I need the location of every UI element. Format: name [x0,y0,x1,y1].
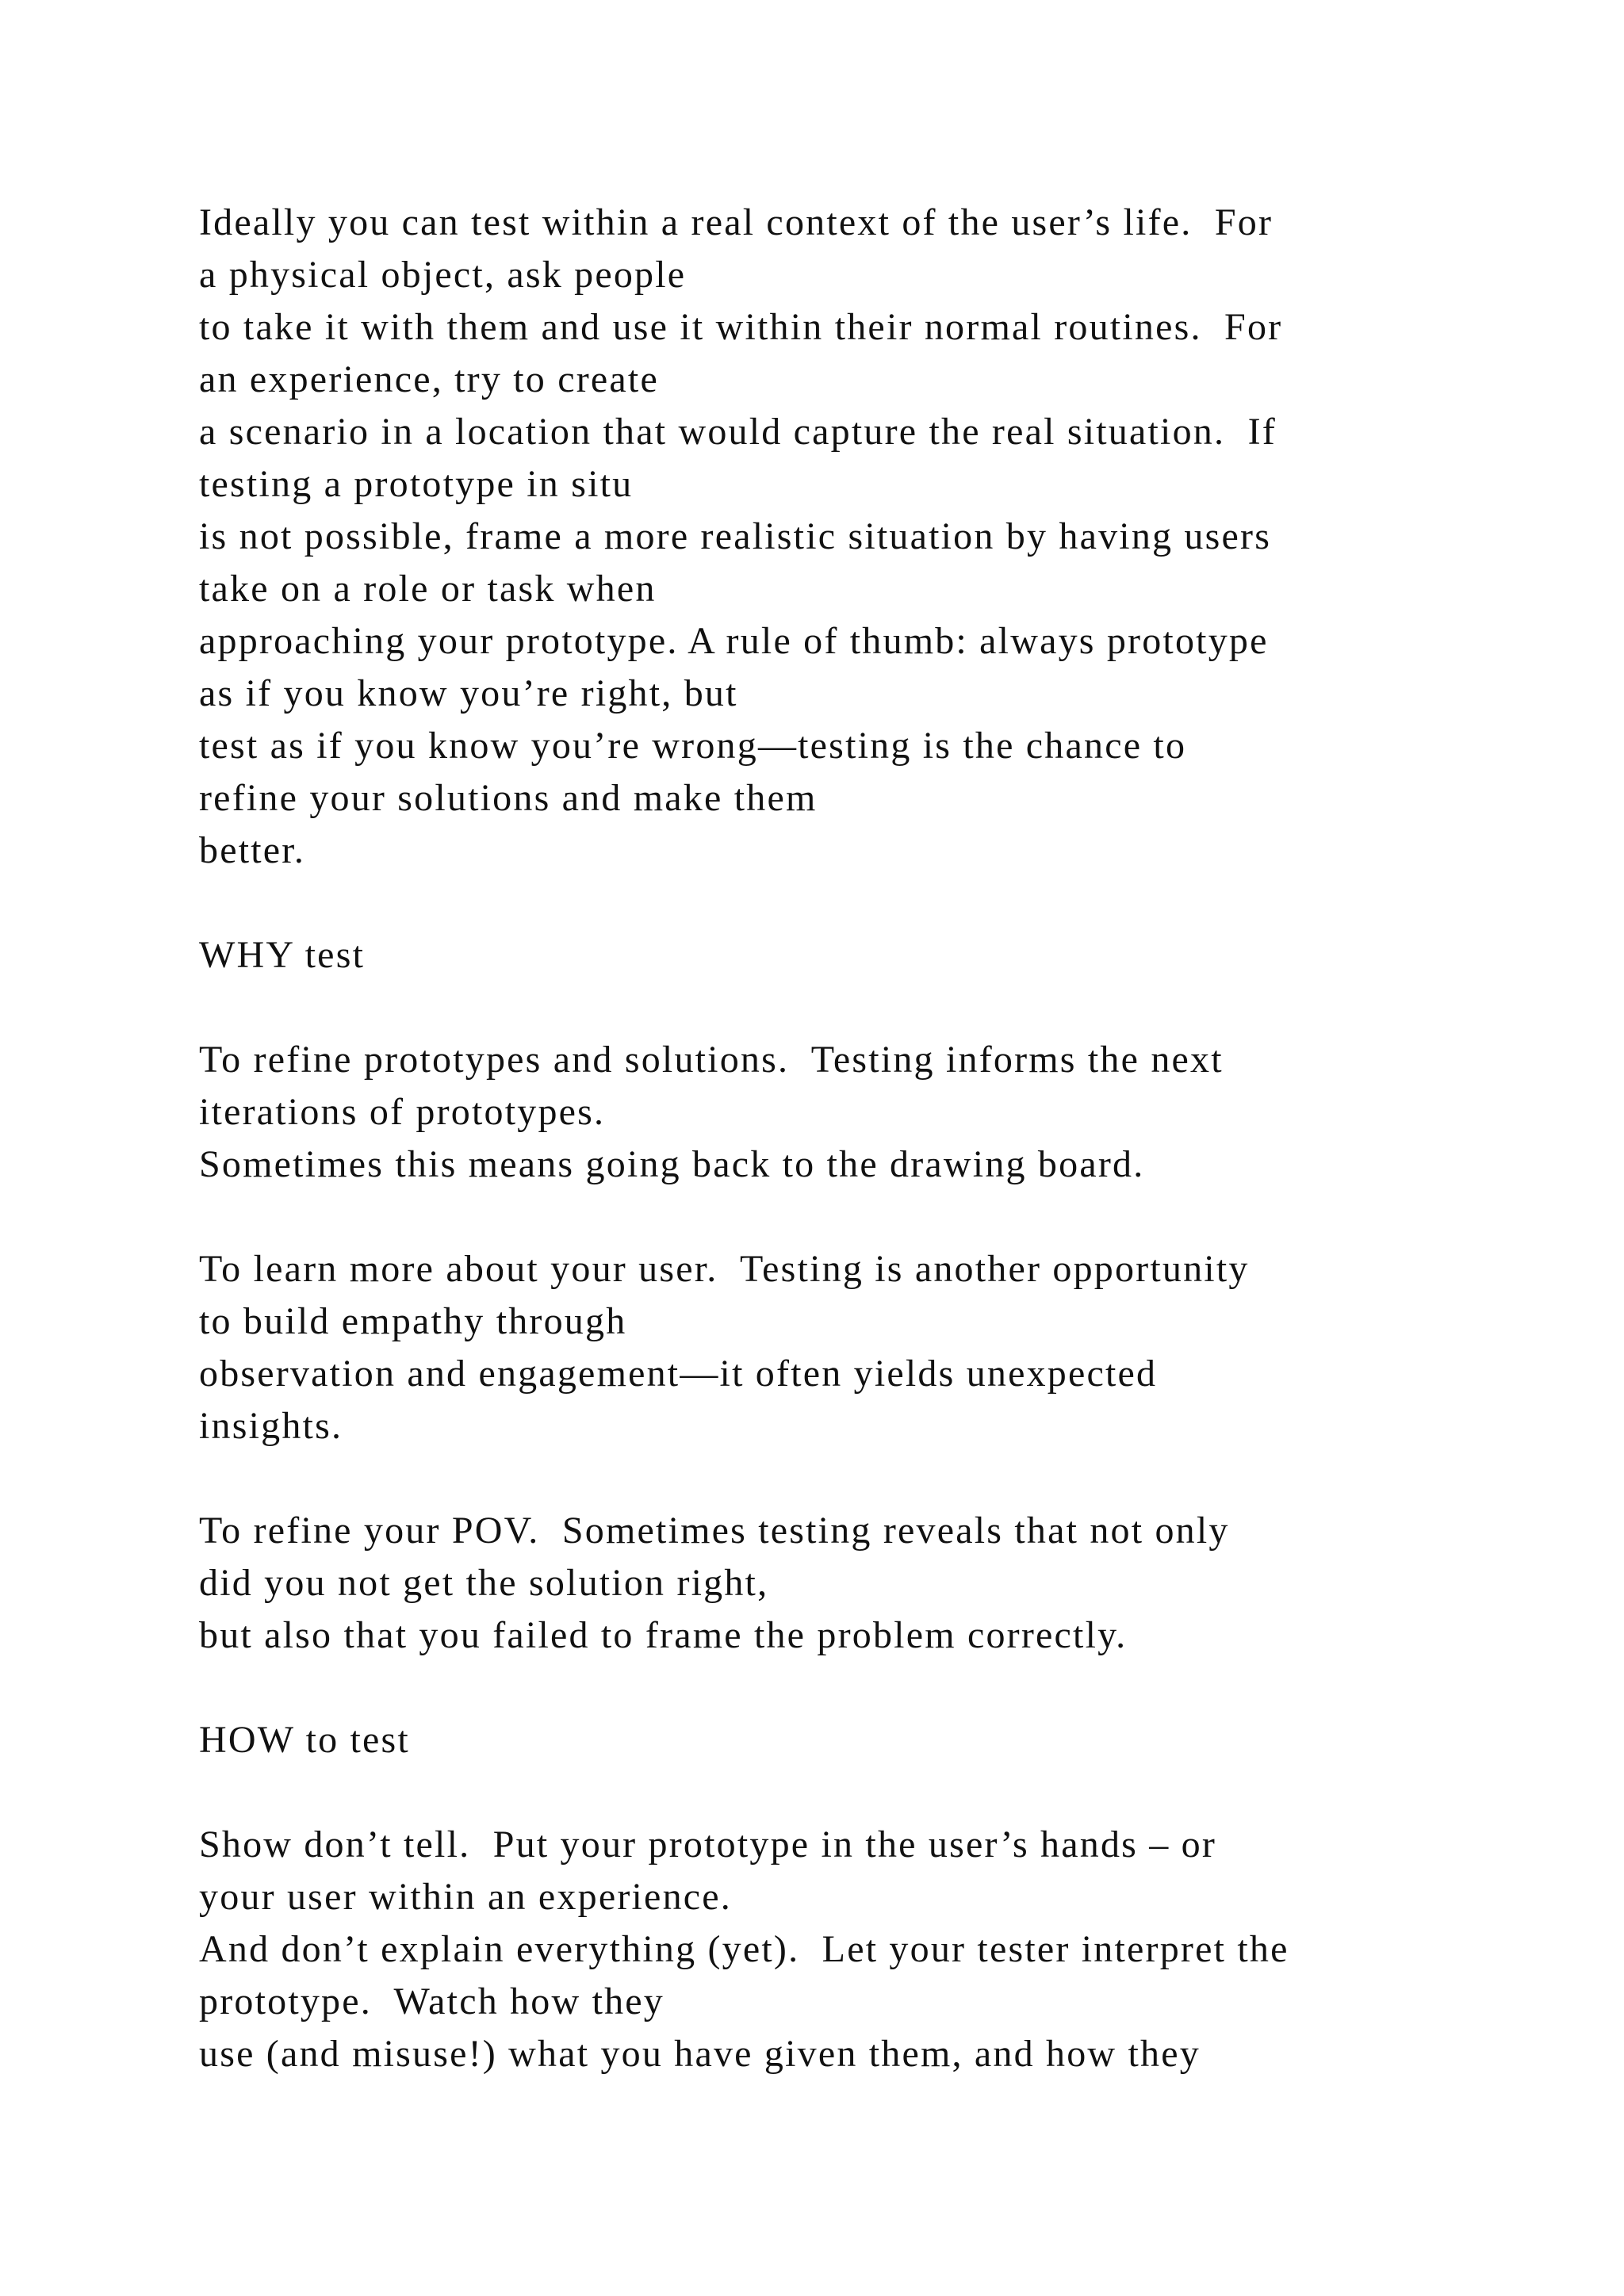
text-line: To refine your POV. Sometimes testing reveals that not only [199,1510,1230,1552]
why-paragraph-refine-prototypes [199,1034,1468,1191]
text-line: as if you know you’re right, but [199,672,738,714]
paragraph-spacer [199,982,1468,1034]
text-line: a scenario in a location that would capture the real situation. If [199,411,1277,453]
text-line: refine your solutions and make them [199,777,818,819]
text-line: To refine prototypes and solutions. Testing informs the next [199,1039,1224,1081]
how-paragraph-show-dont-tell [199,1819,1468,2080]
why-paragraph-learn-user [199,1243,1468,1452]
section-heading-why: WHY test [199,934,366,976]
intro-paragraph [199,197,1468,877]
paragraph-spacer [199,1191,1468,1243]
paragraph-spacer [199,1766,1468,1819]
text-line: To learn more about your user. Testing is another opportunity [199,1248,1250,1290]
text-line: but also that you failed to frame the problem correctly. [199,1614,1128,1656]
document-body [199,197,1468,2080]
paragraph-spacer [199,1452,1468,1505]
text-line: Show don’t tell. Put your prototype in the user’s hands – or [199,1823,1217,1866]
text-line: did you not get the solution right, [199,1562,769,1604]
text-line: Ideally you can test within a real context of the user’s life. For [199,201,1274,243]
text-line: test as if you know you’re wrong—testing is the chance to [199,725,1187,767]
text-line: better. [199,829,306,871]
text-line: observation and engagement—it often yields unexpected [199,1353,1158,1395]
text-line: use (and misuse!) what you have given them, and how they [199,2033,1201,2075]
section-heading-how: HOW to test [199,1719,410,1761]
text-line: your user within an experience. [199,1876,732,1918]
text-line: insights. [199,1405,343,1447]
text-line: is not possible, frame a more realistic situation by having users [199,515,1272,557]
text-line: iterations of prototypes. [199,1091,606,1133]
text-line: prototype. Watch how they [199,1980,665,2022]
paragraph-spacer [199,877,1468,929]
text-line: to build empathy through [199,1300,627,1342]
text-line: take on a role or task when [199,568,657,610]
text-line: approaching your prototype. A rule of thumb: always prototype [199,620,1269,662]
why-paragraph-refine-pov [199,1505,1468,1662]
text-line: Sometimes this means going back to the drawing board. [199,1143,1145,1185]
text-line: a physical object, ask people [199,254,687,296]
paragraph-spacer [199,1662,1468,1714]
text-line: testing a prototype in situ [199,463,634,505]
text-line: an experience, try to create [199,358,659,400]
text-line: to take it with them and use it within their normal routines. For [199,306,1283,348]
text-line: And don’t explain everything (yet). Let your tester interpret the [199,1928,1289,1970]
